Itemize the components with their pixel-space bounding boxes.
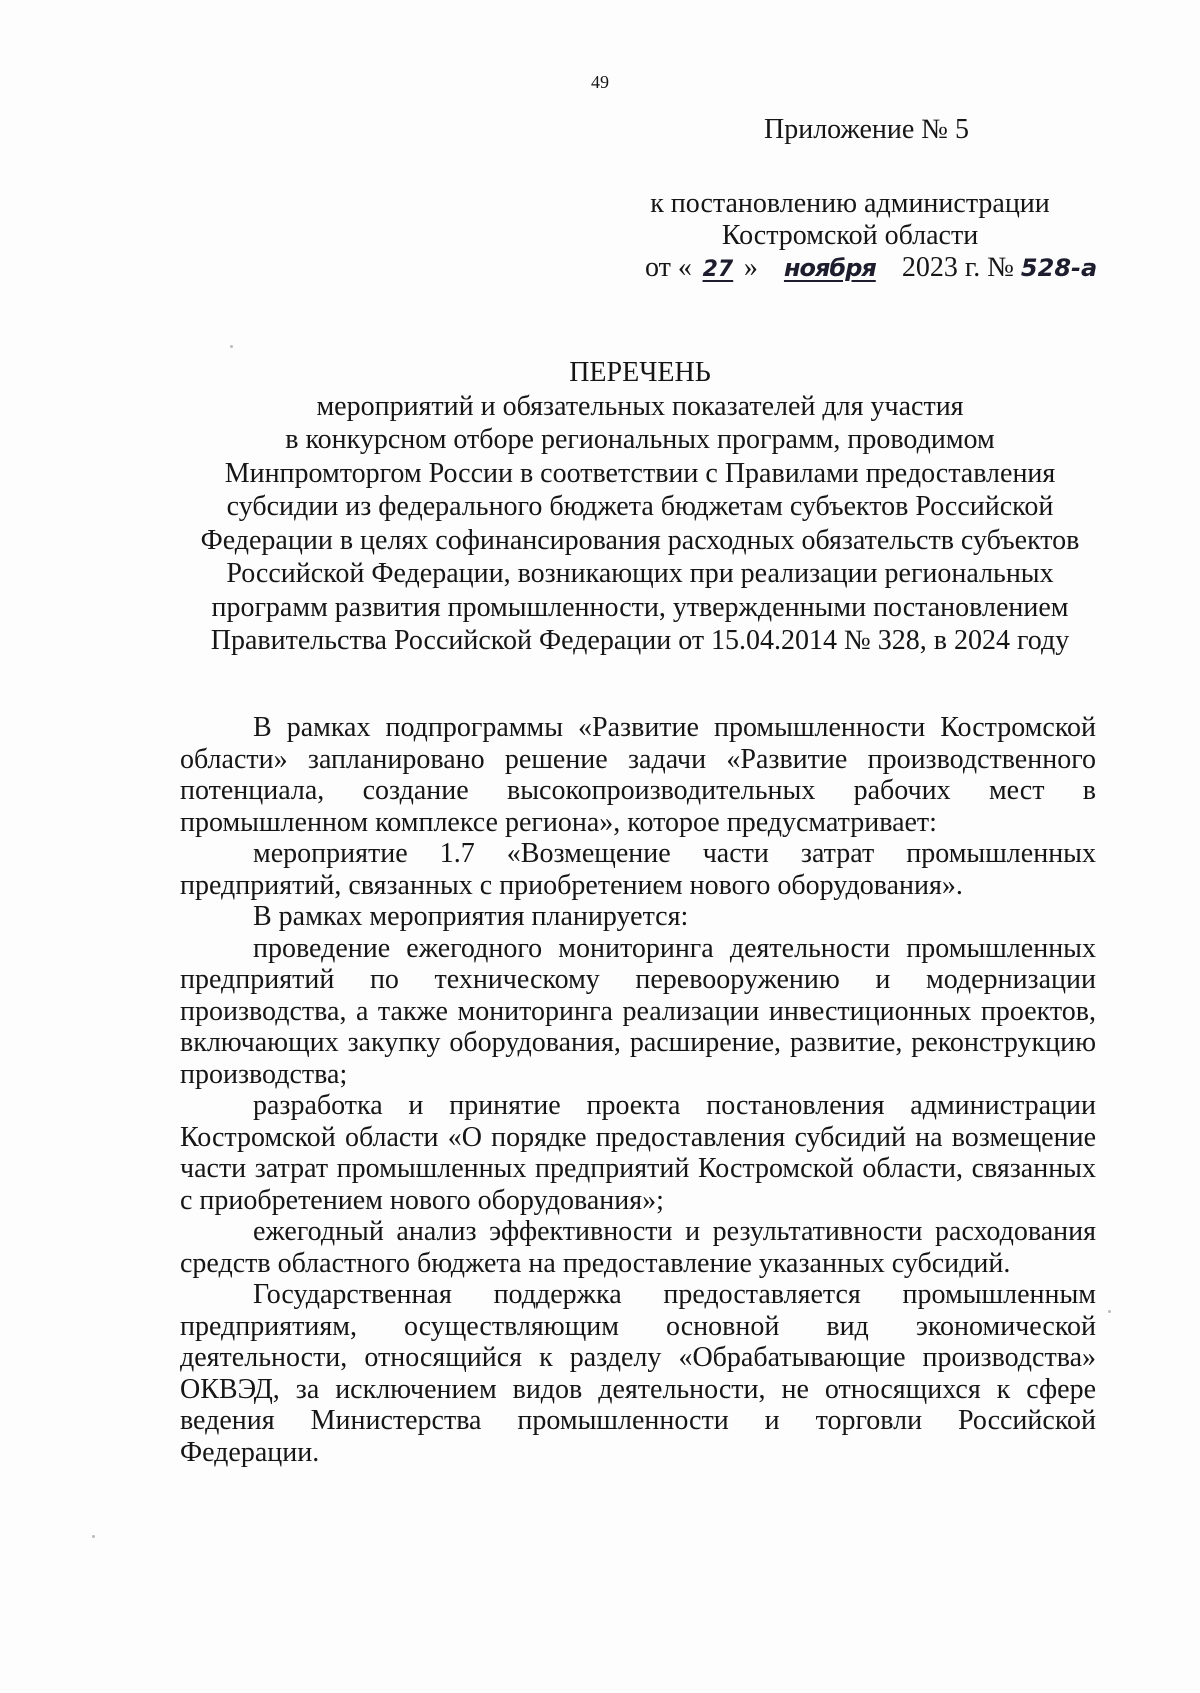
body-paragraph: Государственная поддержка предоставляется промышленным предприятиям, осуществляющим основной вид экономической деятельности, относящийся к разделу «Обрабатывающие производства» ОКВЭД, за исключением видов деятельности, не относящихся к сфере ведения Министерства промышленности и торговли Российской Федерации.: [180, 1279, 1096, 1468]
appendix-label: Приложение № 5: [764, 114, 969, 145]
document-heading: ПЕРЕЧЕНЬ: [569, 357, 711, 388]
body-paragraph: мероприятие 1.7 «Возмещение части затрат промышленных предприятий, связанных с приобретением нового оборудования».: [180, 838, 1096, 901]
body-paragraph: В рамках подпрограммы «Развитие промышленности Костромской области» запланировано решение задачи «Развитие производственного потенциала, создание высокопроизводительных рабочих мест в промышленном комплексе региона», которое предусматривает:: [180, 712, 1096, 838]
decree-reference: [625, 188, 1075, 252]
title-line: субсидии из федерального бюджета бюджетам субъектов Российской: [226, 491, 1054, 522]
handwritten-day: 27: [702, 257, 734, 282]
title-line: программ развития промышленности, утвержденными постановлением: [211, 591, 1069, 623]
decree-date-line: [645, 252, 1125, 286]
document-body: [180, 712, 1096, 1468]
title-line: мероприятий и обязательных показателей для участия: [316, 390, 964, 422]
scan-speck: [230, 345, 233, 348]
decree-year: 2023 г. №: [901, 252, 1014, 283]
decree-date-prefix: от «: [645, 252, 692, 283]
body-paragraph: В рамках мероприятия планируется:: [253, 901, 689, 932]
title-line: Правительства Российской Федерации от 15.04.2014 № 328, в 2024 году: [210, 625, 1070, 656]
title-line: Минпромторгом России в соответствии с Правилами предоставления: [224, 457, 1056, 489]
decree-quote-close: »: [743, 252, 758, 283]
handwritten-month: ноября: [783, 254, 876, 282]
decree-line-2: Костромской области: [721, 220, 979, 251]
body-paragraph: ежегодный анализ эффективности и результативности расходования средств областного бюджета на предоставление указанных субсидий.: [180, 1216, 1096, 1279]
title-line: Федерации в целях софинансирования расходных обязательств субъектов: [200, 524, 1080, 556]
title-line: в конкурсном отборе региональных программ, проводимом: [285, 424, 995, 455]
handwritten-decree-number: 528-а: [1020, 254, 1098, 282]
body-paragraph: проведение ежегодного мониторинга деятельности промышленных предприятий по техническому перевооружению и модернизации производства, а также мониторинга реализации инвестиционных проектов, включающих закупку оборудования, расширение, развитие, реконструкцию производства;: [180, 932, 1096, 1090]
decree-line-1: к постановлению администрации: [650, 188, 1050, 219]
body-paragraph: разработка и принятие проекта постановления администрации Костромской области «О порядке предоставления субсидий на возмещение части затрат промышленных предприятий Костромской области, связанных с приобретением нового оборудования»;: [180, 1090, 1096, 1216]
title-line: Российской Федерации, возникающих при реализации региональных: [226, 558, 1054, 589]
scan-speck: [92, 1535, 95, 1538]
document-title-block: [160, 356, 1120, 658]
scan-speck: [1108, 1310, 1111, 1313]
page-number: 49: [591, 72, 609, 92]
